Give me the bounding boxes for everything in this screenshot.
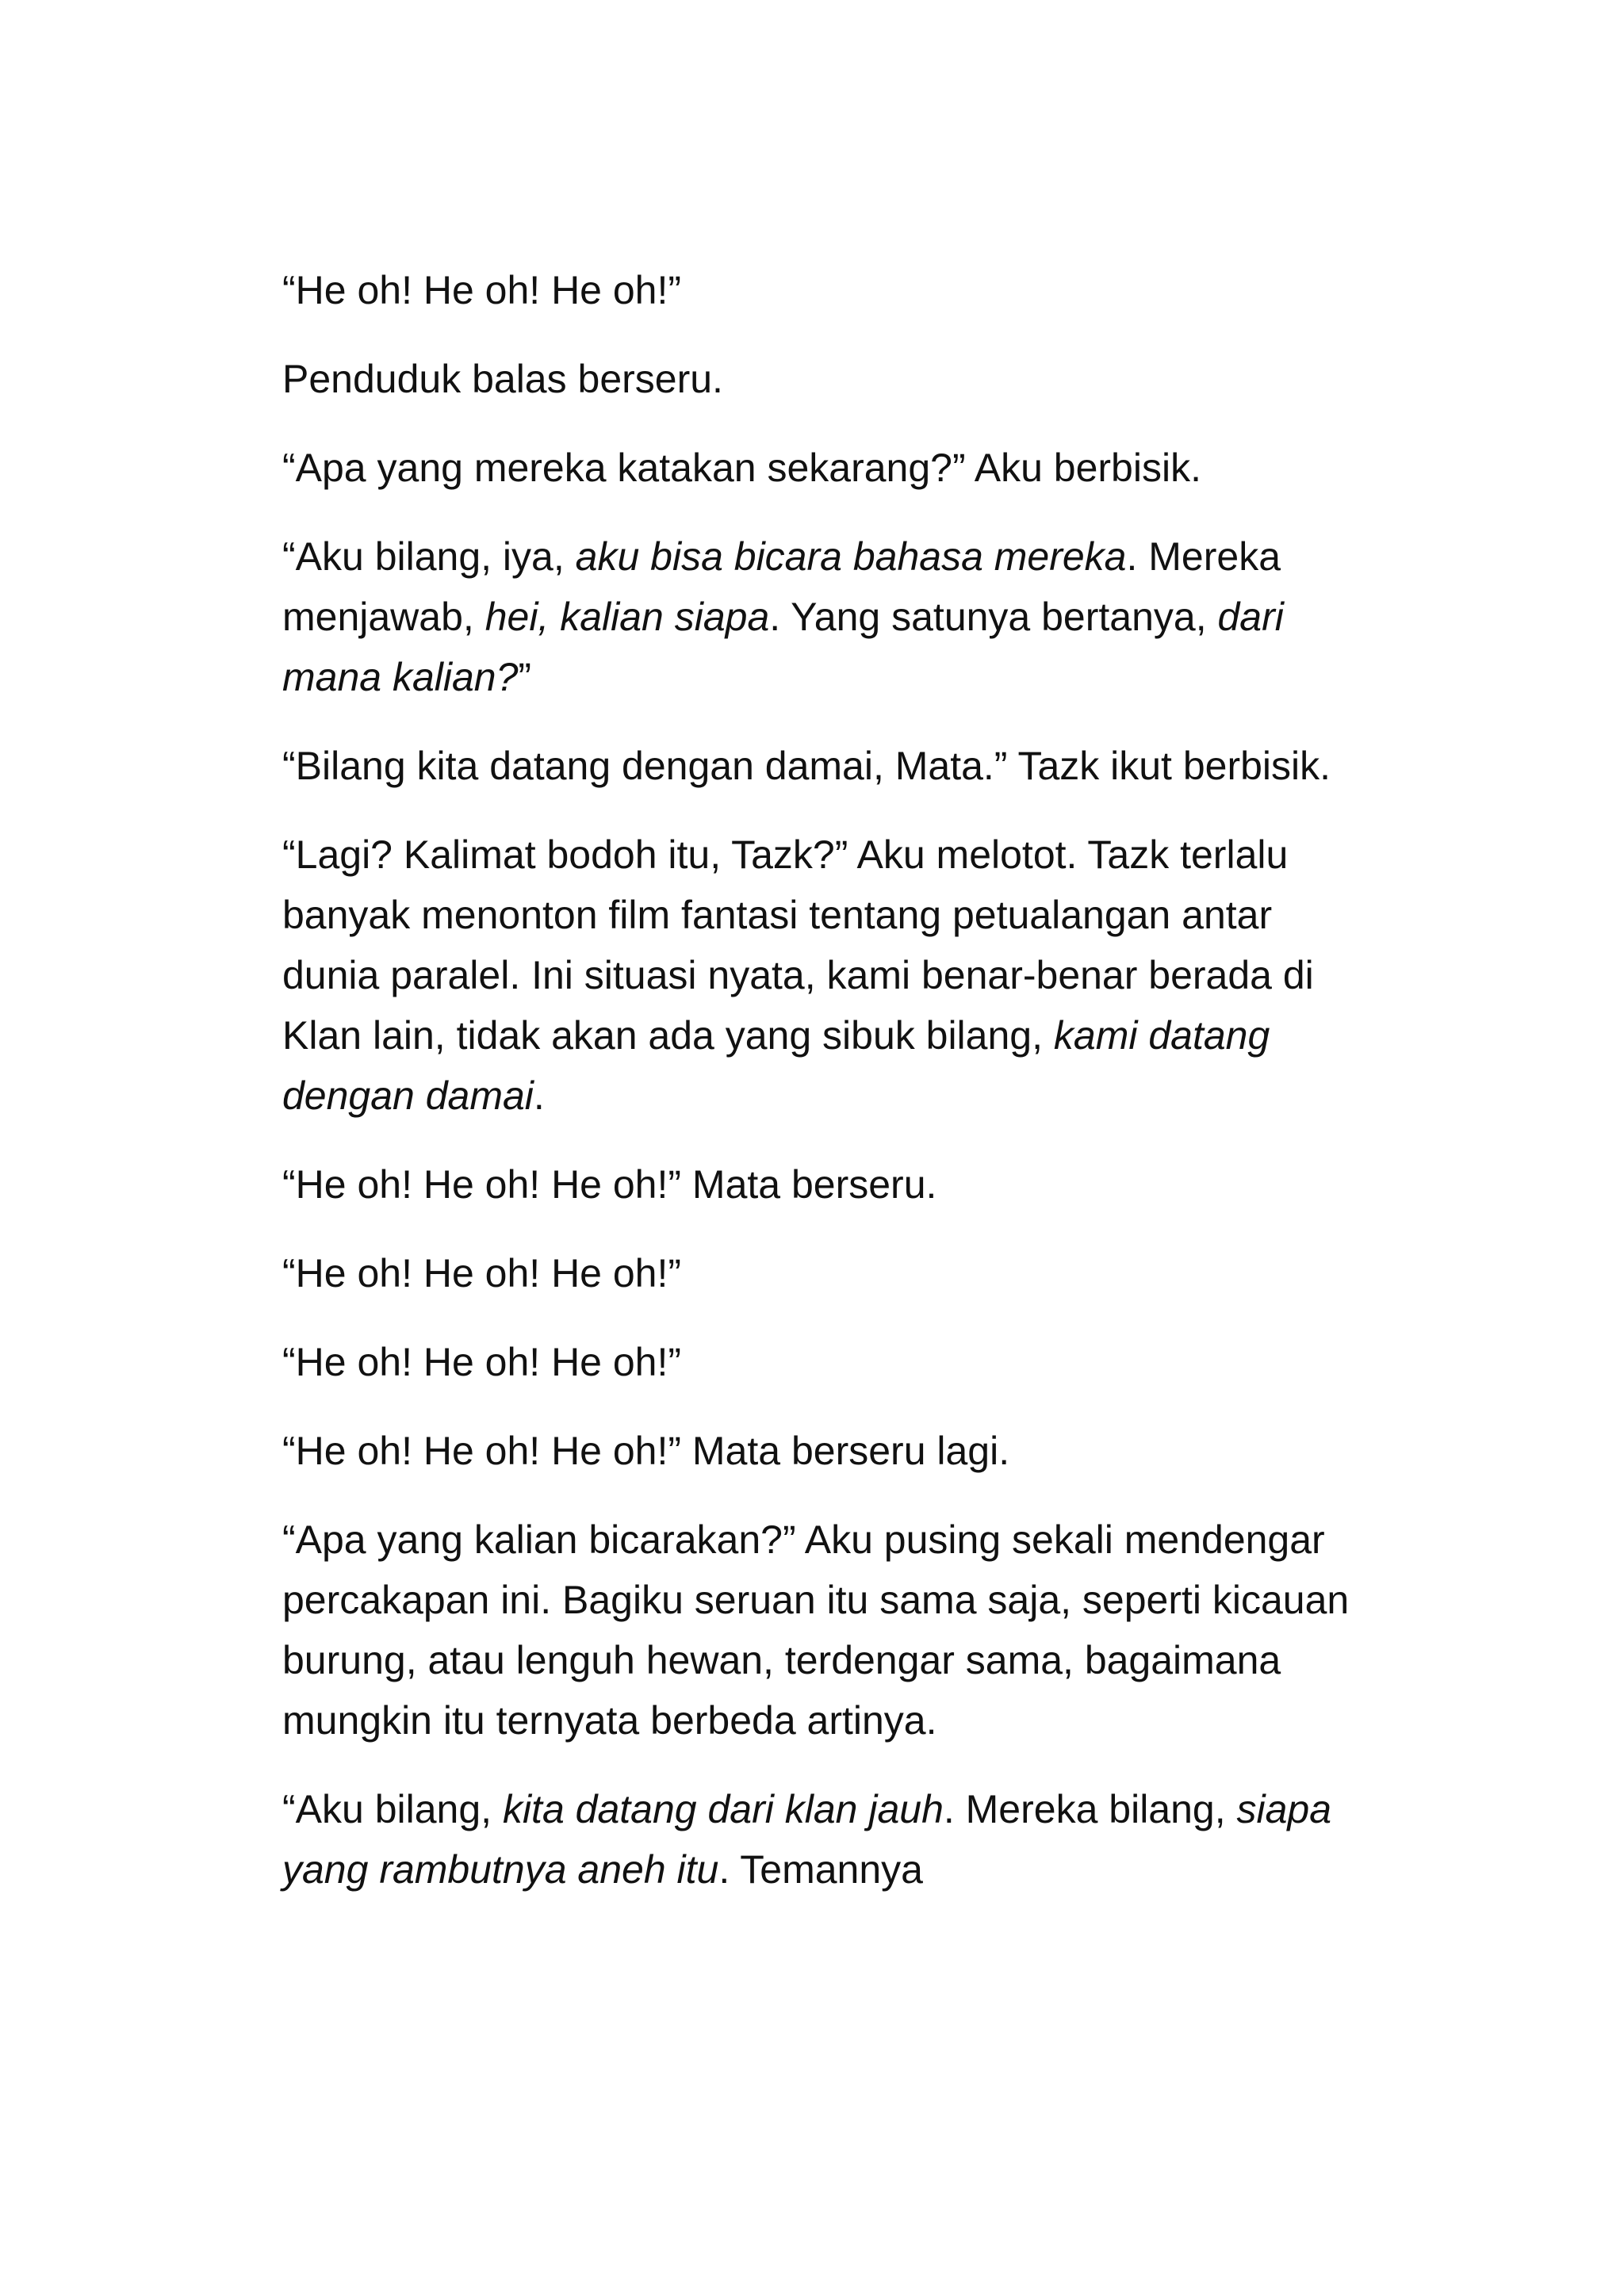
text-segment: . Mereka menjawab, bbox=[282, 534, 1281, 639]
italic-text-segment: dari mana kalian? bbox=[282, 595, 1284, 699]
text-segment: . bbox=[533, 1073, 545, 1118]
text-segment: “Lagi? Kalimat bodoh itu, Tazk?” Aku melotot. Tazk terlalu banyak menonton film fantasi tentang petualangan antar dunia paralel. Ini situasi nyata, kami benar-benar berada di Klan lain, tidak akan ada yang sibuk bilang, bbox=[282, 832, 1314, 1058]
paragraph bbox=[282, 1332, 1377, 1392]
paragraph bbox=[282, 260, 1377, 320]
italic-text-segment: kami datang dengan damai bbox=[282, 1013, 1270, 1118]
text-segment: Penduduk balas berseru. bbox=[282, 357, 723, 401]
text-segment: “He oh! He oh! He oh!” bbox=[282, 268, 682, 312]
text-segment: “Apa yang mereka katakan sekarang?” Aku berbisik. bbox=[282, 446, 1201, 490]
italic-text-segment: hei, kalian siapa bbox=[485, 595, 770, 639]
text-segment: “Bilang kita datang dengan damai, Mata.” Tazk ikut berbisik. bbox=[282, 744, 1331, 788]
text-segment: “Apa yang kalian bicarakan?” Aku pusing sekali mendengar percakapan ini. Bagiku seruan itu sama saja, seperti kicauan burung, atau lenguh hewan, terdengar sama, bagaimana mungkin itu ternyata berbeda artinya. bbox=[282, 1517, 1350, 1743]
paragraph bbox=[282, 526, 1377, 707]
paragraph bbox=[282, 349, 1377, 409]
text-segment: “He oh! He oh! He oh!” bbox=[282, 1251, 682, 1295]
body-text bbox=[282, 260, 1377, 1928]
paragraph bbox=[282, 1421, 1377, 1481]
paragraph bbox=[282, 1510, 1377, 1751]
paragraph bbox=[282, 1154, 1377, 1215]
text-segment: . Mereka bilang, bbox=[943, 1787, 1237, 1831]
text-segment: “He oh! He oh! He oh!” Mata berseru. bbox=[282, 1162, 937, 1207]
text-segment: . Yang satunya bertanya, bbox=[769, 595, 1218, 639]
paragraph bbox=[282, 1779, 1377, 1900]
italic-text-segment: siapa yang rambutnya aneh itu bbox=[282, 1787, 1332, 1892]
text-segment: “He oh! He oh! He oh!” Mata berseru lagi. bbox=[282, 1429, 1010, 1473]
text-segment: “He oh! He oh! He oh!” bbox=[282, 1340, 682, 1384]
paragraph bbox=[282, 736, 1377, 796]
italic-text-segment: aku bisa bicara bahasa mereka bbox=[575, 534, 1127, 579]
paragraph bbox=[282, 825, 1377, 1126]
paragraph bbox=[282, 1243, 1377, 1303]
paragraph bbox=[282, 438, 1377, 498]
italic-text-segment: kita datang dari klan jauh bbox=[502, 1787, 944, 1831]
text-segment: . Temannya bbox=[718, 1847, 923, 1892]
text-segment: “Aku bilang, iya, bbox=[282, 534, 576, 579]
text-segment: ” bbox=[518, 655, 532, 699]
text-segment: “Aku bilang, bbox=[282, 1787, 503, 1831]
